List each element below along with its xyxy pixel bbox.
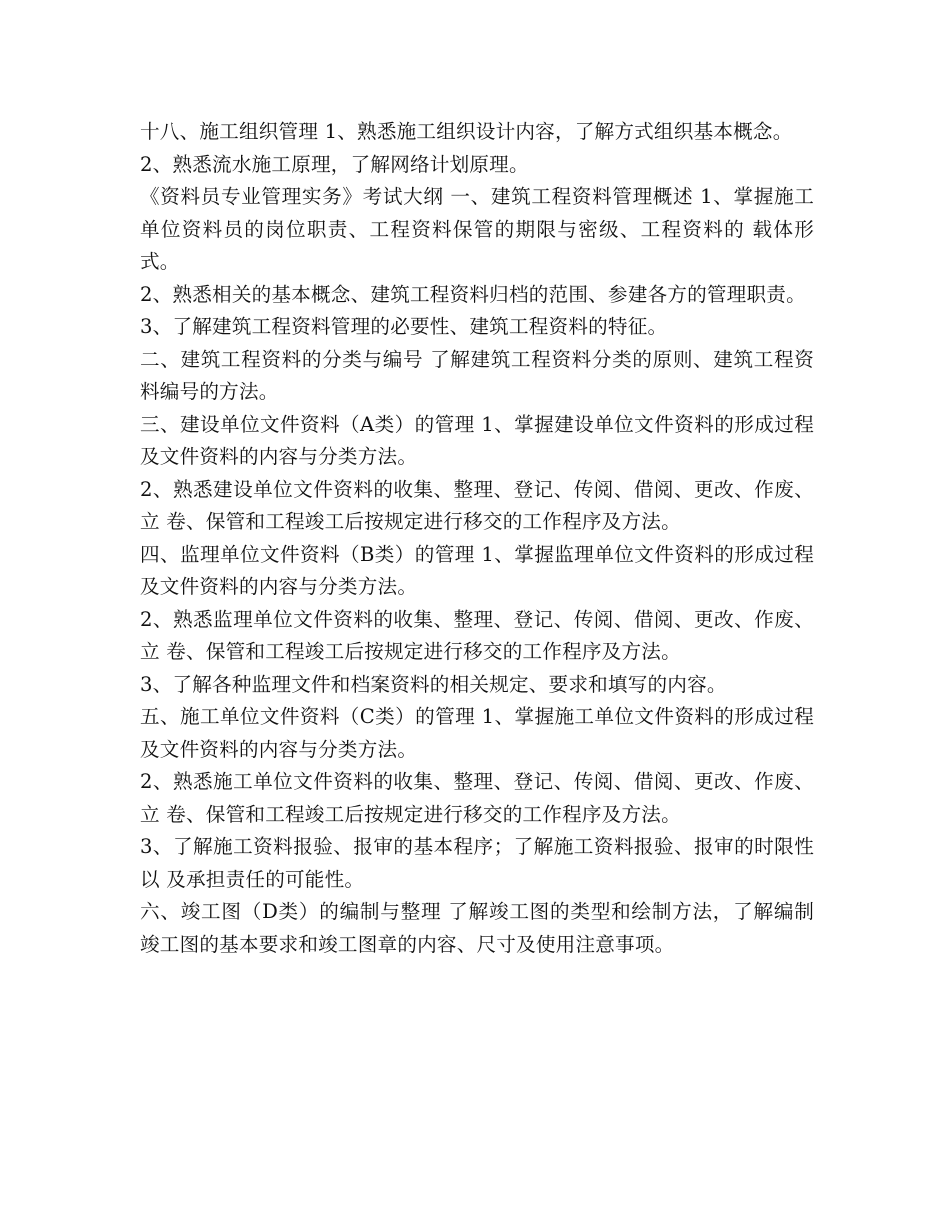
document-body: [140, 116, 814, 961]
paragraph-class-c-procedures: 2、熟悉施工单位文件资料的收集、整理、登记、传阅、借阅、更改、作废、立 卷、保管和工程竣工后按规定进行移交的工作程序及方法。: [140, 770, 814, 826]
paragraph-section-3-class-a: 三、建设单位文件资料（A类）的管理 1、掌握建设单位文件资料的形成过程及文件资料的内容与分类方法。: [140, 412, 814, 468]
paragraph-class-b-procedures: 2、熟悉监理单位文件资料的收集、整理、登记、传阅、借阅、更改、作废、立 卷、保管和工程竣工后按规定进行移交的工作程序及方法。: [140, 607, 814, 663]
paragraph-section-4-class-b: 四、监理单位文件资料（B类）的管理 1、掌握监理单位文件资料的形成过程及文件资料的内容与分类方法。: [140, 542, 814, 598]
paragraph-section-5-class-c: 五、施工单位文件资料（C类）的管理 1、掌握施工单位文件资料的形成过程及文件资料的内容与分类方法。: [140, 705, 814, 761]
paragraph-supervision-documents: 3、了解各种监理文件和档案资料的相关规定、要求和填写的内容。: [140, 672, 727, 696]
paragraph-18-construction-organization: 十八、施工组织管理 1、熟悉施工组织设计内容，了解方式组织基本概念。: [140, 120, 793, 143]
paragraph-flow-construction: 2、熟悉流水施工原理，了解网络计划原理。: [140, 152, 529, 176]
paragraph-section-2-classification: 二、建筑工程资料的分类与编号 了解建筑工程资料分类的原则、建筑工程资料编号的方法。: [140, 347, 814, 403]
paragraph-class-a-procedures: 2、熟悉建设单位文件资料的收集、整理、登记、传阅、借阅、更改、作废、立 卷、保管和工程竣工后按规定进行移交的工作程序及方法。: [140, 477, 814, 533]
paragraph-inspection-approval: 3、了解施工资料报验、报审的基本程序；了解施工资料报验、报审的时限性以 及承担责任的可能性。: [140, 835, 814, 891]
paragraph-exam-outline-intro: 《资料员专业管理实务》考试大纲 一、建筑工程资料管理概述 1、掌握施工单位资料员的岗位职责、工程资料保管的期限与密级、工程资料的 载体形式。: [140, 185, 814, 273]
paragraph-section-6-class-d: 六、竣工图（D类）的编制与整理 了解竣工图的类型和绘制方法，了解编制竣工图的基本要求和竣工图章的内容、尺寸及使用注意事项。: [140, 900, 814, 956]
paragraph-basic-concepts: 2、熟悉相关的基本概念、建筑工程资料归档的范围、参建各方的管理职责。: [140, 282, 806, 306]
paragraph-necessity: 3、了解建筑工程资料管理的必要性、建筑工程资料的特征。: [140, 315, 668, 338]
